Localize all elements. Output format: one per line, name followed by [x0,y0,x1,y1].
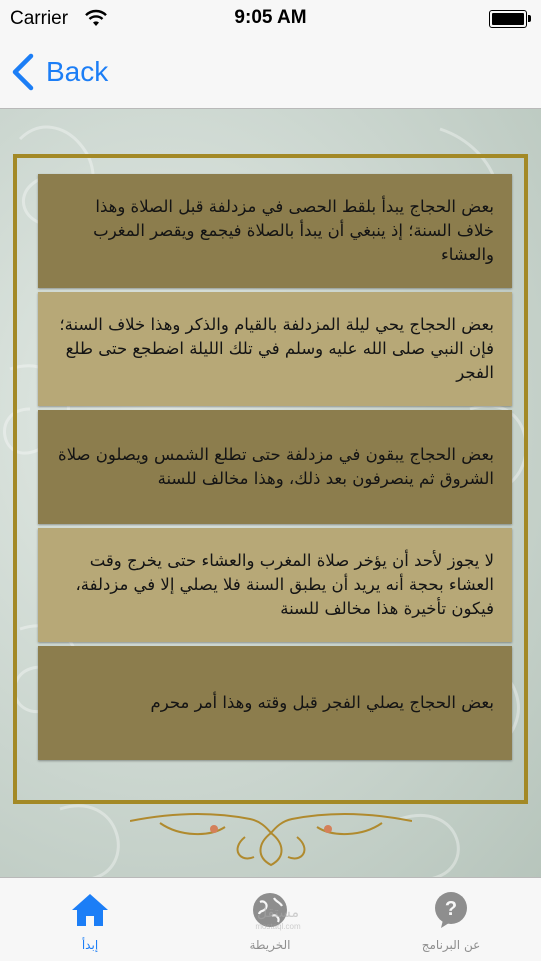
watermark-url: mostaql.com [255,922,301,931]
item-text: بعض الحجاج يصلي الفجر قبل وقته وهذا أمر محرم [150,693,494,712]
back-button[interactable] [10,50,108,94]
battery-icon [489,10,527,28]
list-item[interactable] [38,292,512,406]
tab-start[interactable] [0,878,180,961]
list-item[interactable] [38,410,512,524]
tab-about[interactable] [361,878,541,961]
status-time: 9:05 AM [234,7,307,28]
content-frame [13,154,528,804]
list-item[interactable] [38,646,512,760]
decorative-ornament [130,807,412,873]
chevron-left-icon [10,53,36,91]
help-icon [431,890,471,930]
item-text: لا يجوز لأحد أن يؤخر صلاة المغرب والعشاء حتى يخرج وقت العشاء بحجة أنه يريد أن يطبق السنة فلا يصلي إلا في مزدلفة، فيكون تأخيرة هذا مخالف للسنة [75,551,494,618]
tab-map[interactable] [180,878,360,961]
tab-about-label: عن البرنامج [421,938,481,952]
list-item[interactable] [38,528,512,642]
tab-start-label: إبدأ [81,938,99,952]
carrier-label: Carrier [10,8,69,29]
back-label: Back [46,56,109,87]
list-item[interactable] [38,174,512,288]
status-bar [0,0,541,40]
svg-text:?: ? [444,898,458,920]
tab-bar [0,877,541,961]
globe-icon [250,890,290,930]
home-icon [70,890,110,930]
item-text: بعض الحجاج يحي ليلة المزدلفة بالقيام والذكر وهذا خلاف السنة؛ فإن النبي صلى الله عليه وسلم في تلك الليلة اضطجع حتى طلع الفجر [59,315,494,382]
item-text: بعض الحجاج يبدأ بلقط الحصى في مزدلفة قبل الصلاة وهذا خلاف السنة؛ إذ ينبغي أن يبدأ بالصلاة فيجمع ويقصر المغرب والعشاء [93,197,494,264]
content-area [0,109,541,877]
item-text: بعض الحجاج يبقون في مزدلفة حتى تطلع الشمس ويصلون صلاة الشروق ثم ينصرفون بعد ذلك، وهذا مخالف للسنة [58,445,494,488]
watermark-brand: مستقل [257,905,299,921]
tab-map-label: الخريطة [249,938,291,952]
navigation-bar [0,40,541,109]
